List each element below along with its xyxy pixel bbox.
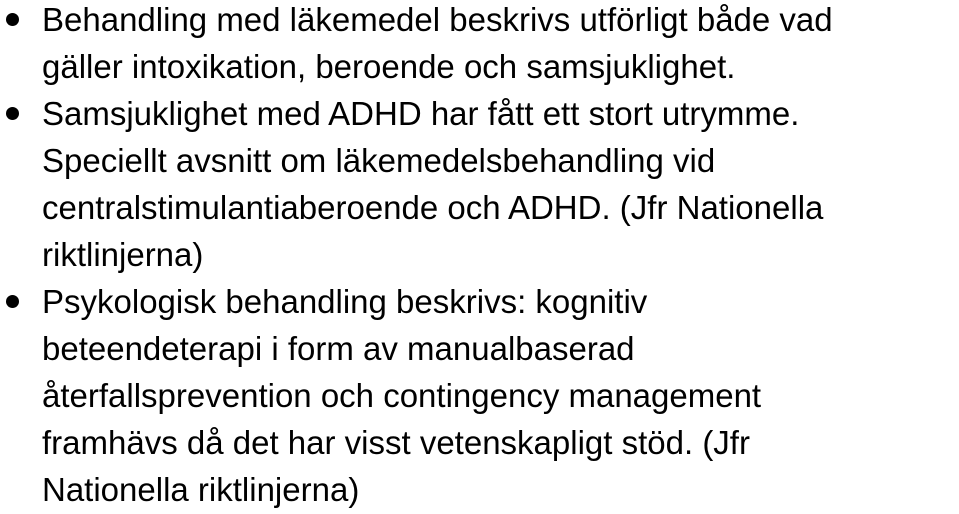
bullet-text-line: återfallsprevention och contingency management [42, 377, 762, 414]
bullet-dot-icon [6, 13, 19, 26]
bullet-text-line: Samsjuklighet med ADHD har fått ett stort utrymme. [42, 95, 800, 132]
bullet-text-line: centralstimulantiaberoende och ADHD. (Jfr Nationella [42, 189, 824, 226]
bullet-text-line: Speciellt avsnitt om läkemedelsbehandling vid [42, 142, 716, 179]
bullet-text-line: Psykologisk behandling beskrivs: kognitiv [42, 283, 648, 320]
bullet-text-line: gäller intoxikation, beroende och samsjuklighet. [42, 48, 736, 85]
bullet-item-psychological-treatment [0, 278, 959, 513]
bullet-item-adhd [0, 90, 959, 278]
bullet-dot-icon [6, 295, 19, 308]
bullet-text-line: Nationella riktlinjerna) [42, 471, 360, 508]
bullet-item-medication [0, 0, 959, 90]
bullet-text-line: beteendeterapi i form av manualbaserad [42, 330, 635, 367]
bullet-dot-icon [6, 107, 19, 120]
bullet-text-line: framhävs då det har visst vetenskapligt stöd. (Jfr [42, 424, 750, 461]
bullet-text-line: riktlinjerna) [42, 236, 204, 273]
bullet-text-line: Behandling med läkemedel beskrivs utförligt både vad [42, 1, 833, 38]
